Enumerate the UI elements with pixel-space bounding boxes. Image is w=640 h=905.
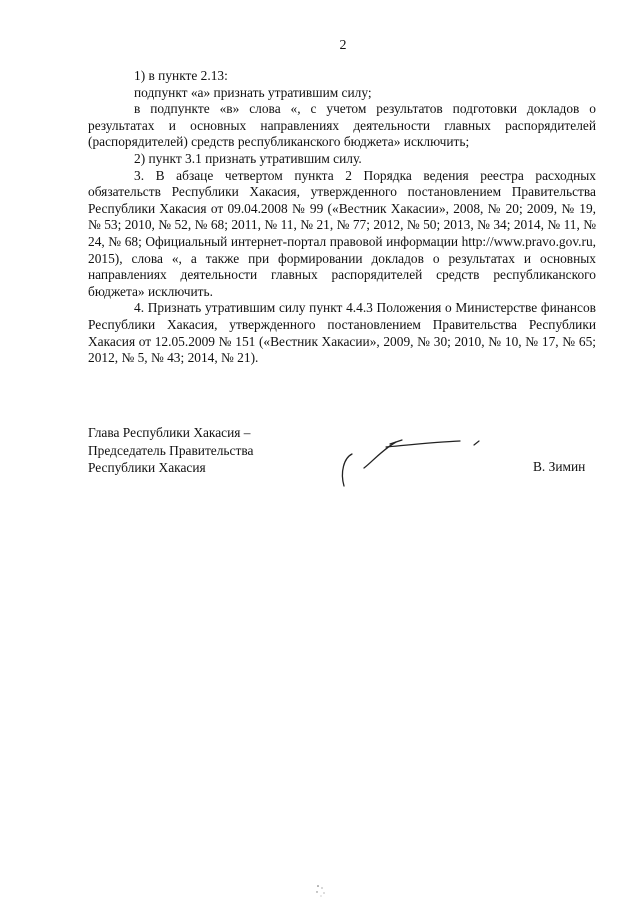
- signer-name: В. Зимин: [533, 459, 586, 474]
- handwritten-signature: [336, 428, 486, 498]
- paragraph-item-2: 2) пункт 3.1 признать утратившим силу.: [134, 150, 362, 166]
- signatory-title-line-2: Председатель Правительства: [88, 442, 254, 458]
- paragraph-subitem-a: подпункт «а» признать утратившим силу;: [134, 84, 372, 100]
- signatory-title-line-3: Республики Хакасия: [88, 460, 206, 475]
- paragraph-point-3: 3. В абзаце четвертом пункта 2 Порядка ведения реестра расходных обязательств Республики Хакасия, утвержденного постановлением Правительства Республики Хакасия от 09.04.2008 № 99 («Вестник Хакасии», 2008, № 20; 2009, № 19, № 53; 2010, № 52, № 68; 2011, № 11, № 21, № 77; 2012, № 50; 2013, № 34; 2014, № 11, № 24, № 68; Официальный интернет-портал правовой информации http://www.pravo.gov.ru, 2015), слова «, а также при формировании докладов о результатах и основных направлениях деятельности главных распорядителей средств республиканского бюджета» исключить.: [88, 167, 596, 299]
- page-number: 2: [339, 38, 347, 53]
- paragraph-subitem-v: в подпункте «в» слова «, с учетом результатов подготовки докладов о результатах и основных направлениях деятельности главных распорядителей (распорядителей) средств республиканского бюджета» исключить;: [88, 101, 596, 150]
- document-body: [88, 68, 596, 367]
- paragraph-item-1-header: 1) в пункте 2.13:: [134, 68, 228, 83]
- signatory-title: [88, 424, 253, 477]
- scan-artifact-mark: [308, 880, 338, 900]
- paragraph-point-4: 4. Признать утратившим силу пункт 4.4.3 Положения о Министерстве финансов Республики Хакасия, утвержденного постановлением Правительства Республики Хакасия от 12.05.2009 № 151 («Вестник Хакасии», 2009, № 30; 2010, № 10, № 17, № 65; 2012, № 5, № 43; 2014, № 21).: [88, 300, 596, 366]
- signatory-title-line-1: Глава Республики Хакасия –: [88, 425, 251, 440]
